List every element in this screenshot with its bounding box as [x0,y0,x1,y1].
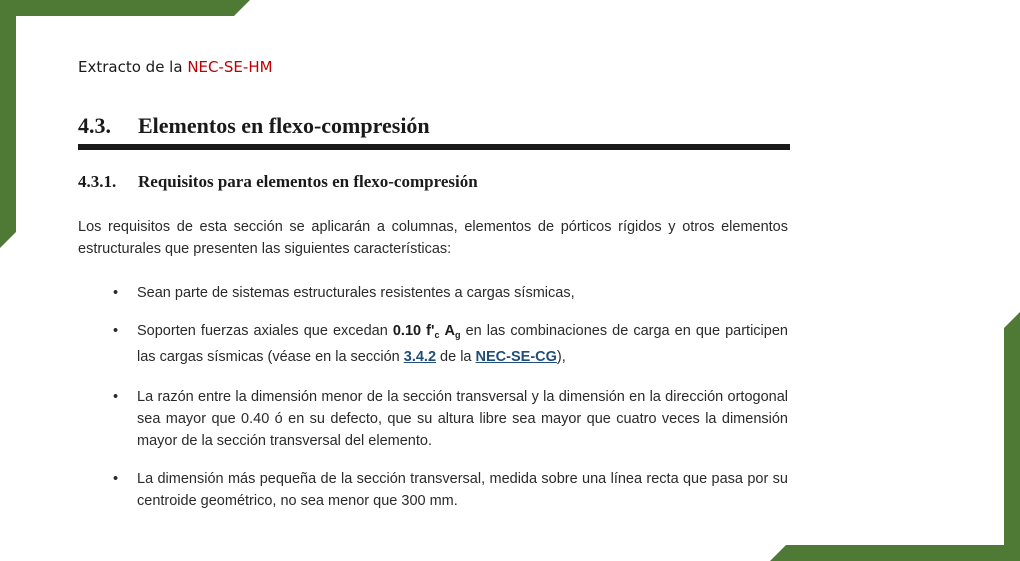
bullet-icon: • [113,389,119,405]
fc-symbol [426,323,439,339]
ag-subscript: g [455,330,461,340]
list-item [105,468,788,512]
list-item-text: Sean parte de sistemas estructurales resistentes a cargas sísmicas, [137,285,575,301]
intro-paragraph: Los requisitos de esta sección se aplicarán a columnas, elementos de pórticos rígidos y otros elementos estructurales que presenten las siguientes características: [78,219,788,257]
slide-title [78,58,273,76]
subsection-number: 4.3.1. [78,172,117,191]
list-item [105,386,788,452]
fc-base: f' [426,323,435,339]
section-title: Elementos en flexo-compresión [138,113,430,138]
bullet-icon: • [113,285,119,301]
ag-base: A [444,323,455,339]
subsection-title: Requisitos para elementos en flexo-compresión [138,172,478,191]
list-item-text-end: ), [556,349,566,365]
standard-code: NEC-SE-HM [187,58,273,76]
ag-symbol [445,323,461,339]
bullet-icon: • [113,471,119,487]
list-item-text: La razón entre la dimensión menor de la sección transversal y la dimensión en la dirección ortogonal sea mayor que 0.40 ó en su defecto, que su altura libre sea mayor que cuatro veces la dimensión mayor de la sección transversal del elemento. [137,389,788,449]
subsection-heading [78,172,478,192]
list-item [105,320,788,368]
list-item-text-de-la: de la [440,349,472,365]
section-heading [78,113,430,139]
section-3-4-2-link[interactable]: 3.4.2 [403,349,437,365]
fc-subscript: c [434,330,440,340]
list-item-text-mid: en las combinaciones de carga en que participen las cargas sísmicas (véase en la sección [137,323,788,365]
bullet-icon: • [113,323,119,339]
list-item [105,282,788,304]
list-item-text-pre: Soporten fuerzas axiales que excedan [137,323,388,339]
list-item-text: La dimensión más pequeña de la sección transversal, medida sobre una línea recta que pasa por su centroide geométrico, no sea menor que 300 mm. [137,471,788,509]
bottom-right-corner-bracket [770,312,1020,561]
nec-se-cg-link[interactable]: NEC-SE-CG [475,349,557,365]
requirements-list [105,282,788,512]
title-prefix: Extracto de la [78,58,183,76]
section-number: 4.3. [78,113,111,138]
axial-value: 0.10 [392,323,422,339]
heading-rule [78,144,790,150]
